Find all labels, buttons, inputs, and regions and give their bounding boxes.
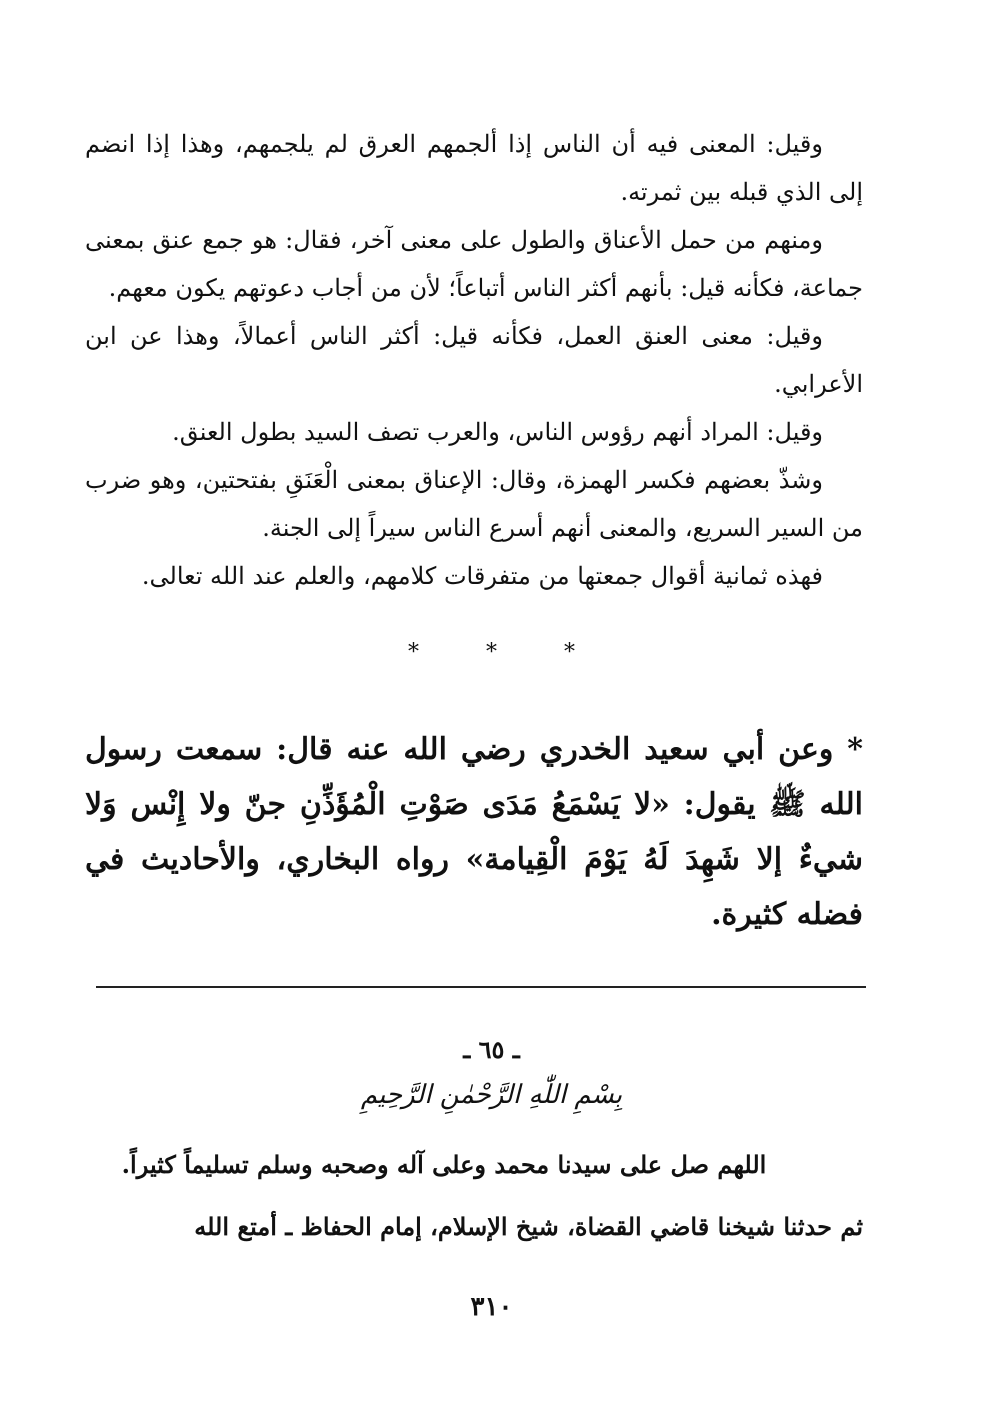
page-number: ٣١٠	[470, 1292, 513, 1322]
paragraph-2: ومنهم من حمل الأعناق والطول على معنى آخر، فقال: هو جمع عنق بمعنى جماعة، فكأنه قيل: بأنهم أكثر الناس أتباعاً؛ لأن من أجاب دعوتهم يكون معهم.	[85, 226, 863, 302]
paragraph-4: وقيل: المراد أنهم رؤوس الناس، والعرب تصف السيد بطول العنق.	[172, 418, 823, 446]
closing-line	[85, 1212, 863, 1241]
prayer-line	[85, 1150, 863, 1179]
hadith-text: * وعن أبي سعيد الخدري رضي الله عنه قال: سمعت رسول الله ﷺ يقول: «لا يَسْمَعُ مَدَى صَوْتِ الْمُؤَذِّنِ جنّ ولا إِنْس وَلا شيءٌ إلا شَهِدَ لَهُ يَوْمَ الْقِيامة» رواه البخاري، والأحاديث في فضله كثيرة.	[85, 732, 863, 932]
hadith-block	[85, 722, 863, 942]
section-separator	[0, 640, 983, 665]
prayer-text: اللهم صل على سيدنا محمد وعلى آله وصحبه وسلم تسليماً كثيراً.	[121, 1150, 767, 1179]
paragraph-6: فهذه ثمانية أقوال جمعتها من متفرقات كلامهم، والعلم عند الله تعالى.	[141, 562, 823, 590]
closing-text: ثم حدثنا شيخنا قاضي القضاة، شيخ الإسلام، إمام الحفاظ ـ أمتع الله	[194, 1212, 863, 1241]
separator-star: *	[408, 640, 419, 665]
paragraph-3: وقيل: معنى العنق العمل، فكأنه قيل: أكثر الناس أعمالاً، وهذا عن ابن الأعرابي.	[85, 322, 863, 398]
basmala: بِسْمِ اللّٰهِ الرَّحْمٰنِ الرَّحِيمِ	[360, 1080, 623, 1110]
section-number: ـ ٦٥ ـ	[463, 1035, 520, 1064]
footnote-divider	[96, 986, 866, 988]
separator-star: *	[486, 640, 497, 665]
paragraph-1: وقيل: المعنى فيه أن الناس إذا ألجمهم العرق لم يلجمهم، وهذا إذا انضم إلى الذي قبله بين ثمرته.	[85, 130, 863, 206]
paragraph-5: وشذّ بعضهم فكسر الهمزة، وقال: الإعناق بمعنى الْعَنَقِ بفتحتين، وهو ضرب من السير السريع، والمعنى أنهم أسرع الناس سيراً إلى الجنة.	[85, 466, 863, 542]
separator-star: *	[564, 640, 575, 665]
commentary-text	[85, 120, 863, 600]
